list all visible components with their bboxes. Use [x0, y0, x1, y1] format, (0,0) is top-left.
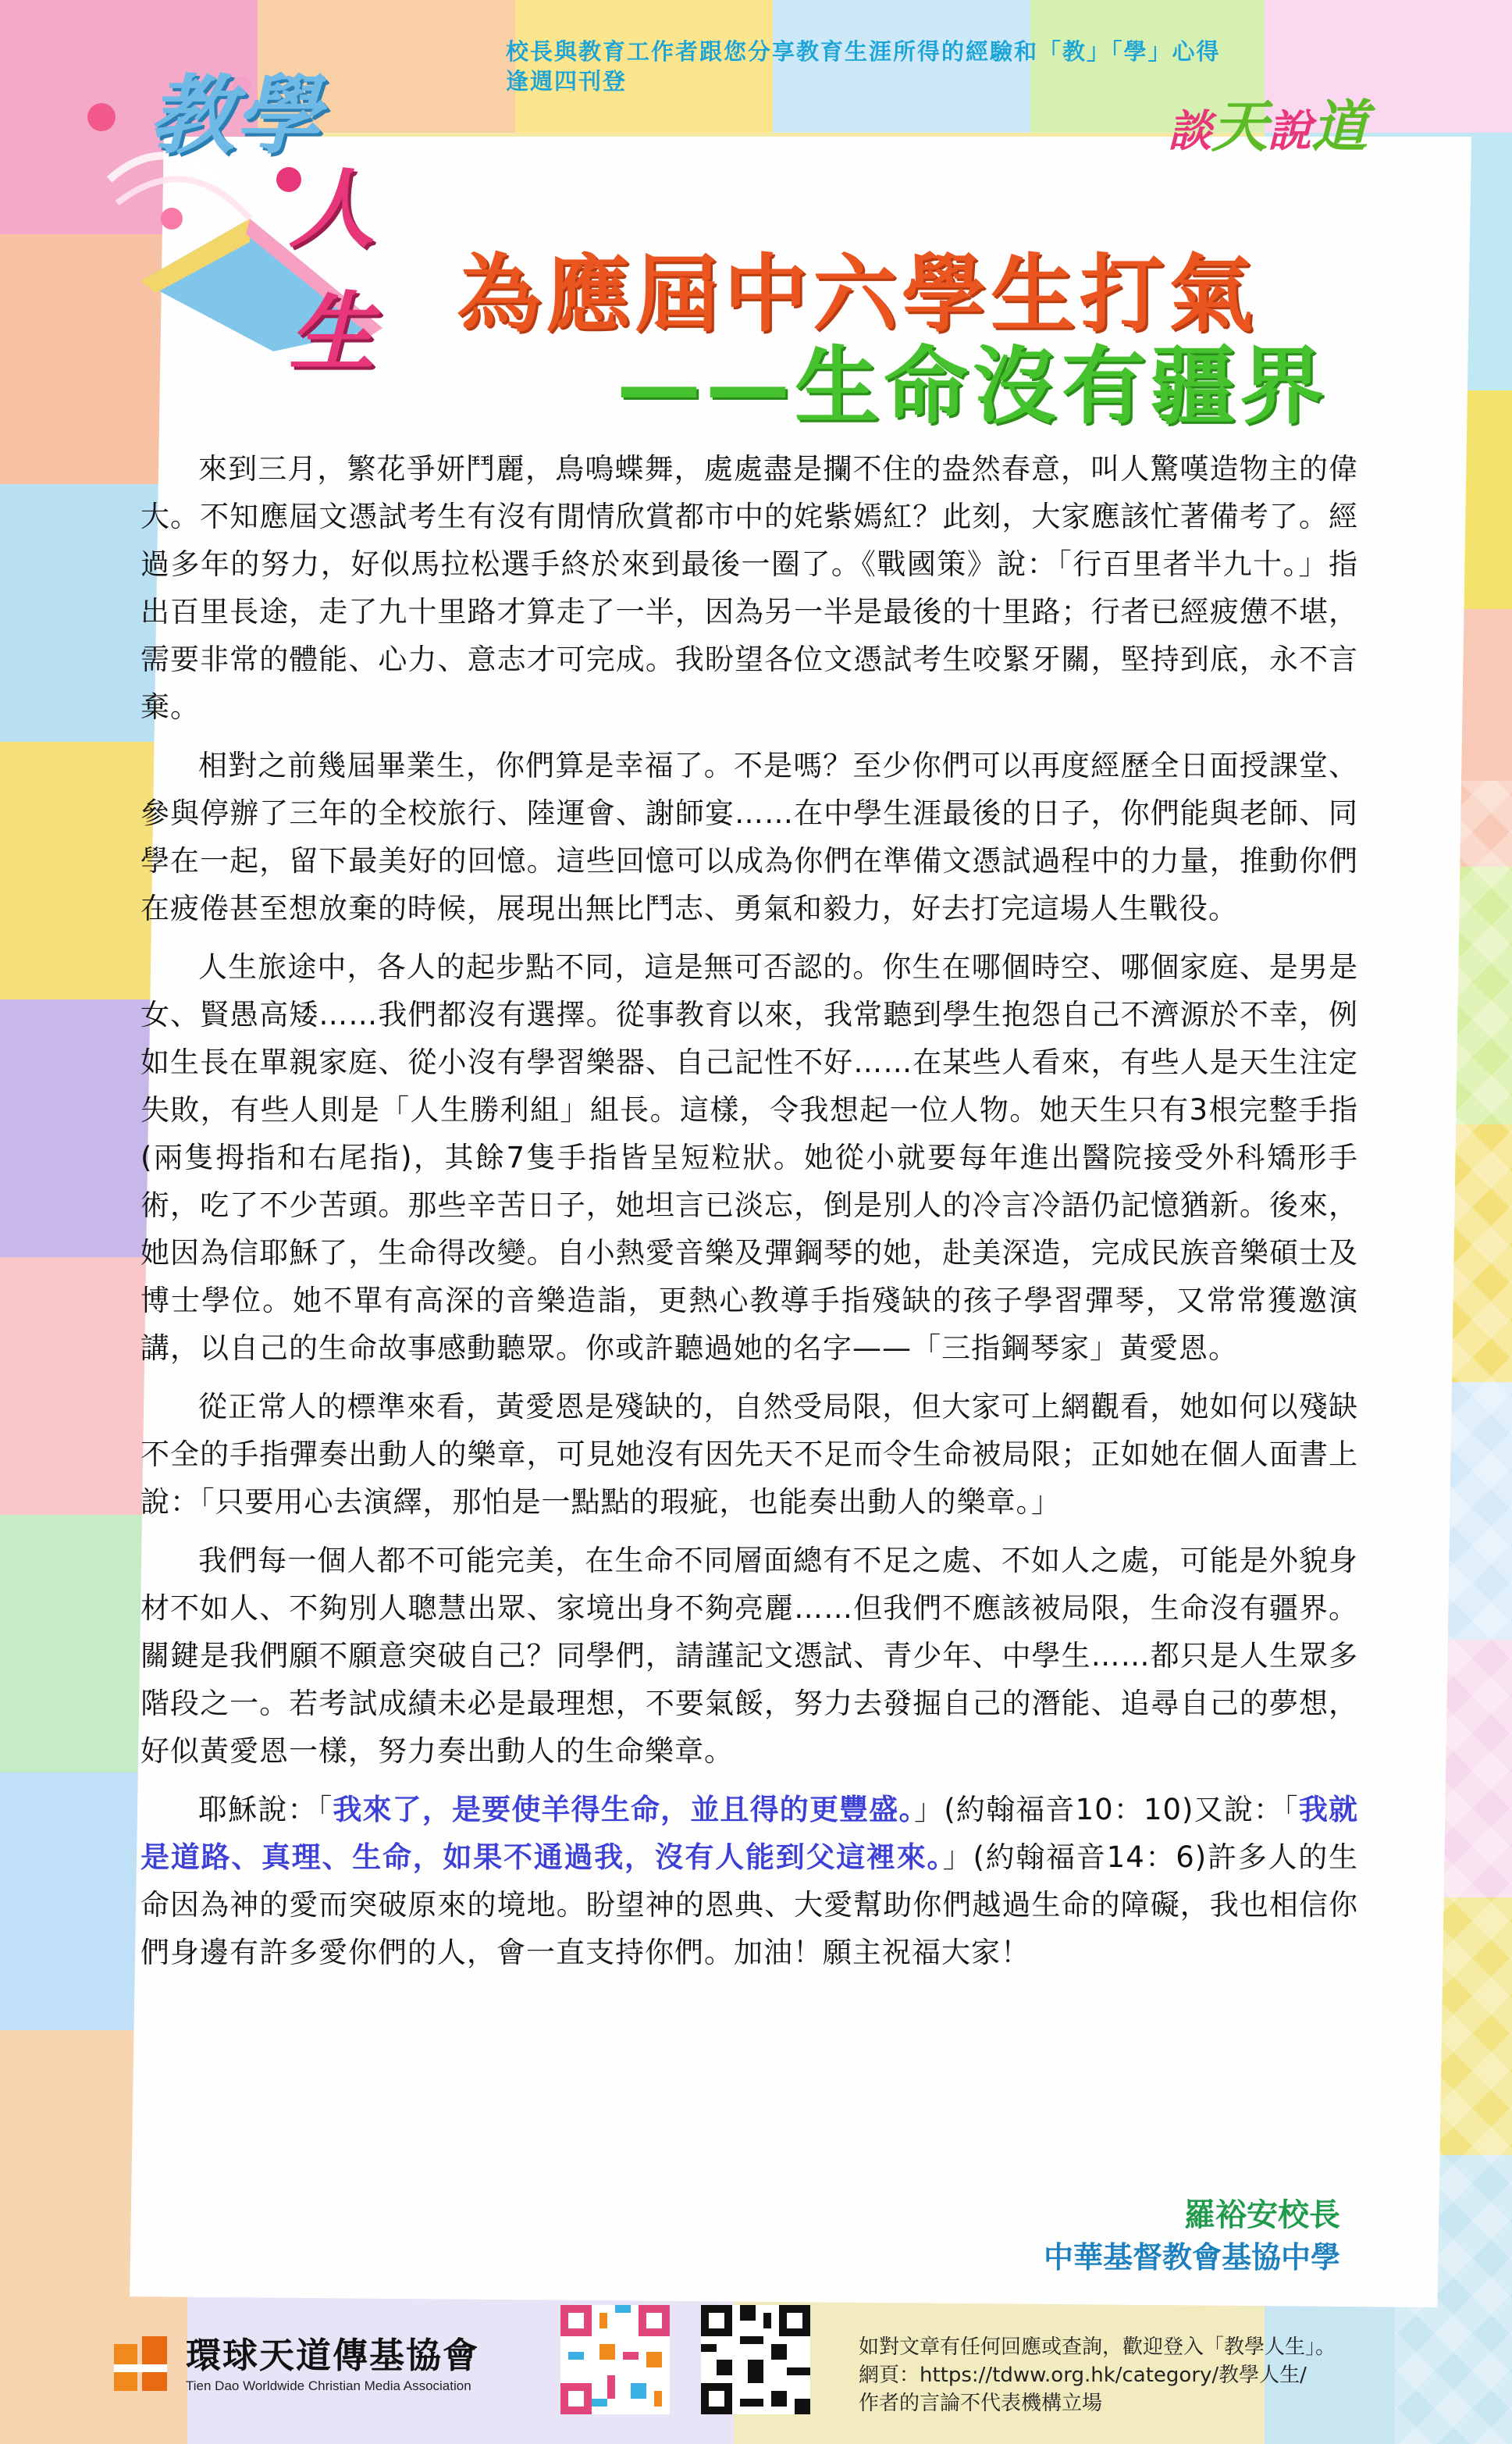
organization-name-cn: 環球天道傳基協會 — [186, 2335, 480, 2376]
column-tag-sky: 天 — [1211, 93, 1268, 159]
footer-line1: 如對文章有任何回應或查詢，歡迎登入「教學人生」。 — [859, 2335, 1336, 2359]
bible-verse-1: 我來了，是要使羊得生命，並且得的更豐盛。 — [333, 1792, 915, 1826]
author-name: 羅裕安校長 — [1184, 2197, 1340, 2233]
column-tag-way: 道 — [1311, 93, 1368, 159]
paragraph-2: 相對之前幾屆畢業生，你們算是幸福了。不是嗎？至少你們可以再度經歷全日面授課堂、參與停辦了三年的全校旅行、陸運會、謝師宴……在中學生涯最後的日子，你們能與老師、同學在一起，留下最美好的回憶。這些回憶可以成為你們在準備文憑試過程中的力量，推動你們在疲倦甚至想放棄的時候，展現出無比鬥志、勇氣和毅力，好去打完這場人生戰役。 — [141, 749, 1358, 925]
column-tag-left: 談 — [1168, 105, 1211, 157]
paragraph-6-part-a: 耶穌說：「 — [198, 1793, 333, 1826]
header-info-line1: 校長與教育工作者跟您分享教育生涯所得的經驗和「教」「學」心得 — [506, 40, 1221, 65]
organization-logo — [109, 2327, 515, 2428]
bible-verse-2: 我就是道路、真理、生命，如果不通過我，沒有人能到父這裡來。 — [141, 1792, 1358, 1874]
paragraph-6-part-b: 」(約翰福音10：10)又說：「 — [914, 1793, 1299, 1826]
logo-word-life: 人生 — [289, 159, 375, 383]
author-school: 中華基督教會基協中學 — [1043, 2240, 1340, 2275]
footer-line3: 作者的言論不代表機構立場 — [859, 2392, 1103, 2415]
qr-code-colorful[interactable] — [560, 2305, 670, 2414]
paragraph-6-part-c: 」(約翰福音14：6)許多人的生命因為神的愛而突破原來的境地。盼望神的恩典、大愛幫助你們越過生命的障礙，我也相信你們身邊有許多愛你們的人，會一直支持你們。加油！願主祝福大家！ — [141, 1840, 1358, 1969]
paragraph-6 — [141, 1786, 1358, 1976]
paragraph-5: 我們每一個人都不可能完美，在生命不同層面總有不足之處、不如人之處，可能是外貌身材不如人、不夠別人聰慧出眾、家境出身不夠亮麗……但我們不應該被局限，生命沒有疆界。關鍵是我們願不願意突破自己？同學們，請謹記文憑試、青少年、中學生……都只是人生眾多階段之一。若考試成績未必是最理想，不要氣餒，努力去發掘自己的潛能、追尋自己的夢想，好似黃愛恩一樣，努力奏出動人的生命樂章。 — [141, 1544, 1358, 1768]
page-title-line1: 為應屆中六學生打氣 — [457, 246, 1258, 344]
heart-icon — [161, 208, 183, 230]
qr-code-black[interactable] — [701, 2305, 810, 2414]
article-body — [141, 445, 1358, 1987]
organization-name-en: Tien Dao Worldwide Christian Media Association — [186, 2378, 471, 2393]
paragraph-1: 來到三月，繁花爭妍鬥麗，鳥鳴蝶舞，處處盡是攔不住的盎然春意，叫人驚嘆造物主的偉大。不知應屆文憑試考生有沒有閒情欣賞都市中的姹紫嫣紅？此刻，大家應該忙著備考了。經過多年的努力，好似馬拉松選手終於來到最後一圈了。《戰國策》說：「行百里者半九十。」指出百里長途，走了九十里路才算走了一半，因為另一半是最後的十里路；行者已經疲憊不堪，需要非常的體能、心力、意志才可完成。我盼望各位文憑試考生咬緊牙關，堅持到底，永不言棄。 — [141, 452, 1358, 724]
organization-mark-icon — [109, 2333, 172, 2396]
footer-website-link[interactable]: 網頁：https://tdww.org.hk/category/教學人生/ — [859, 2364, 1307, 2387]
heart-icon — [87, 103, 116, 131]
header-info-line2: 逢週四刊登 — [506, 69, 628, 94]
column-tag-logo — [1168, 81, 1368, 162]
logo-word-teach: 教學 — [148, 66, 320, 166]
footer-note — [859, 2333, 1452, 2417]
page-title-line2: ——生命沒有疆界 — [617, 338, 1329, 436]
signature — [1044, 2194, 1340, 2278]
column-tag-say: 說 — [1268, 105, 1312, 157]
paragraph-4: 從正常人的標準來看，黃愛恩是殘缺的，自然受局限，但大家可上網觀看，她如何以殘缺不全的手指彈奏出動人的樂章，可見她沒有因先天不足而令生命被局限；正如她在個人面書上說：「只要用心去演繹，那怕是一點點的瑕疵，也能奏出動人的樂章。」 — [141, 1390, 1358, 1519]
column-logo — [16, 23, 453, 383]
paragraph-3: 人生旅途中，各人的起步點不同，這是無可否認的。你生在哪個時空、哪個家庭、是男是女、賢愚高矮……我們都沒有選擇。從事教育以來，我常聽到學生抱怨自己不濟源於不幸，例如生長在單親家庭、從小沒有學習樂器、自己記性不好……在某些人看來，有些人是天生注定失敗，有些人則是「人生勝利組」組長。這樣，令我想起一位人物。她天生只有3根完整手指(兩隻拇指和右尾指)，其餘7隻手指皆呈短粒狀。她從小就要每年進出醫院接受外科矯形手術，吃了不少苦頭。那些辛苦日子，她坦言已淡忘，倒是別人的冷言冷語仍記憶猶新。後來，她因為信耶穌了，生命得改變。自小熱愛音樂及彈鋼琴的她，赴美深造，完成民族音樂碩士及博士學位。她不單有高深的音樂造詣，更熱心教導手指殘缺的孩子學習彈琴，又常常獲邀演講，以自己的生命故事感動聽眾。你或許聽過她的名字——「三指鋼琴家」黃愛恩。 — [141, 950, 1358, 1365]
